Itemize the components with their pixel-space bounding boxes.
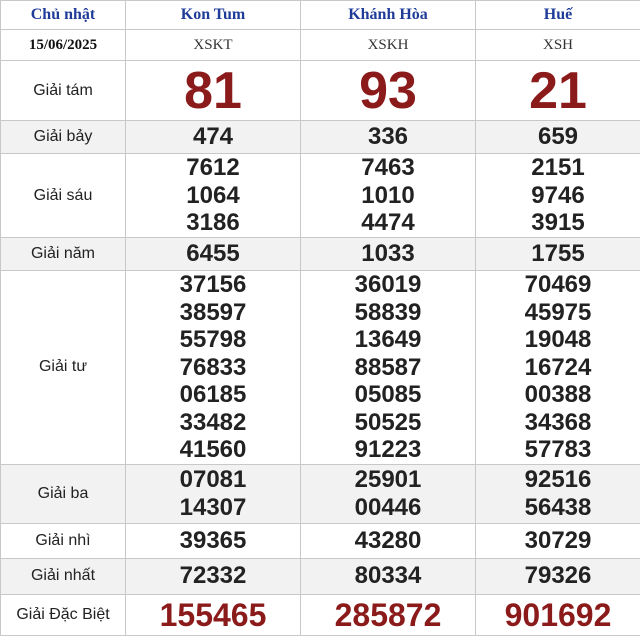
prize-row-g7 [1,121,640,154]
prize-number: 36019 [301,271,475,299]
prize-cell [301,154,476,238]
prize-number: 81 [126,62,300,120]
prize-cell [476,558,640,594]
prize-number: 06185 [126,381,300,409]
prize-row-g2 [1,523,640,558]
day-label [1,1,126,30]
prize-cell [301,523,476,558]
special-prize-number: 901692 [476,595,640,635]
prize-cell [301,464,476,523]
lottery-code-text: XSKH [368,37,409,53]
prize-number: 13649 [301,326,475,354]
province-link-kon-tum[interactable]: Kon Tum [181,6,245,23]
prize-number: 57783 [476,436,640,464]
province-header[interactable] [301,1,476,30]
prize-cell [476,594,640,635]
prize-number: 80334 [301,562,475,590]
prize-label: Giải nhất [1,558,126,594]
prize-cell [126,154,301,238]
prize-cell [126,523,301,558]
prize-row-g4 [1,271,640,465]
prize-row-g6 [1,154,640,238]
prize-number: 72332 [126,562,300,590]
prize-cell [126,121,301,154]
prize-cell [476,271,640,465]
prize-number: 9746 [476,182,640,210]
prize-number: 38597 [126,299,300,327]
prize-number: 3915 [476,209,640,237]
prize-cell [126,271,301,465]
prize-label: Giải sáu [1,154,126,238]
prize-number: 336 [301,123,475,151]
prize-number: 6455 [126,240,300,268]
prize-cell [476,523,640,558]
prize-cell [301,238,476,271]
prize-number: 91223 [301,436,475,464]
prize-cell [301,558,476,594]
prize-row-special [1,594,640,635]
prize-number: 58839 [301,299,475,327]
province-header[interactable] [126,1,301,30]
prize-row-g8 [1,61,640,121]
prize-number: 50525 [301,409,475,437]
prize-number: 07081 [126,466,300,494]
prize-number: 76833 [126,354,300,382]
prize-number: 41560 [126,436,300,464]
prize-cell [301,594,476,635]
prize-number: 7463 [301,154,475,182]
prize-number: 14307 [126,494,300,522]
prize-cell [476,464,640,523]
prize-number: 659 [476,123,640,151]
prize-label: Giải bảy [1,121,126,154]
prize-number: 4474 [301,209,475,237]
prize-number: 34368 [476,409,640,437]
prize-number: 25901 [301,466,475,494]
prize-label: Giải năm [1,238,126,271]
special-prize-number: 155465 [126,595,300,635]
prize-cell [301,61,476,121]
prize-cell [126,558,301,594]
province-link-hue[interactable]: Huế [544,6,572,23]
prize-number: 39365 [126,527,300,555]
prize-number: 70469 [476,271,640,299]
day-text: Chủ nhật [31,6,95,23]
prize-number: 43280 [301,527,475,555]
lottery-code [476,30,640,61]
prize-cell [476,61,640,121]
lottery-code-text: XSKT [193,37,232,53]
prize-number: 79326 [476,562,640,590]
prize-number: 92516 [476,466,640,494]
prize-number: 45975 [476,299,640,327]
lottery-code [301,30,476,61]
prize-cell [476,238,640,271]
draw-date-text: 15/06/2025 [29,37,97,53]
prize-number: 21 [476,62,640,120]
prize-label: Giải tư [1,271,126,465]
prize-number: 56438 [476,494,640,522]
prize-row-g1 [1,558,640,594]
prize-number: 19048 [476,326,640,354]
prize-number: 33482 [126,409,300,437]
lottery-code [126,30,301,61]
prize-cell [476,154,640,238]
prize-cell [126,238,301,271]
prize-number: 1064 [126,182,300,210]
prize-cell [301,271,476,465]
prize-cell [126,61,301,121]
lottery-code-text: XSH [543,37,573,53]
province-header[interactable] [476,1,640,30]
province-link-khanh-hoa[interactable]: Khánh Hòa [348,6,428,23]
prize-number: 3186 [126,209,300,237]
prize-label: Giải tám [1,61,126,121]
prize-number: 474 [126,123,300,151]
prize-number: 30729 [476,527,640,555]
prize-label: Giải Đặc Biệt [1,594,126,635]
prize-cell [476,121,640,154]
date-row [1,30,640,61]
prize-number: 1033 [301,240,475,268]
prize-number: 1755 [476,240,640,268]
prize-number: 05085 [301,381,475,409]
prize-number: 55798 [126,326,300,354]
prize-cell [301,121,476,154]
prize-number: 16724 [476,354,640,382]
header-row [1,1,640,30]
prize-row-g3 [1,464,640,523]
prize-number: 88587 [301,354,475,382]
prize-number: 00446 [301,494,475,522]
prize-cell [126,594,301,635]
prize-number: 2151 [476,154,640,182]
prize-label: Giải nhì [1,523,126,558]
prize-number: 37156 [126,271,300,299]
prize-row-g5 [1,238,640,271]
prize-number: 7612 [126,154,300,182]
prize-number: 00388 [476,381,640,409]
prize-number: 1010 [301,182,475,210]
special-prize-number: 285872 [301,595,475,635]
prize-number: 93 [301,62,475,120]
draw-date [1,30,126,61]
prize-label: Giải ba [1,464,126,523]
prize-cell [126,464,301,523]
